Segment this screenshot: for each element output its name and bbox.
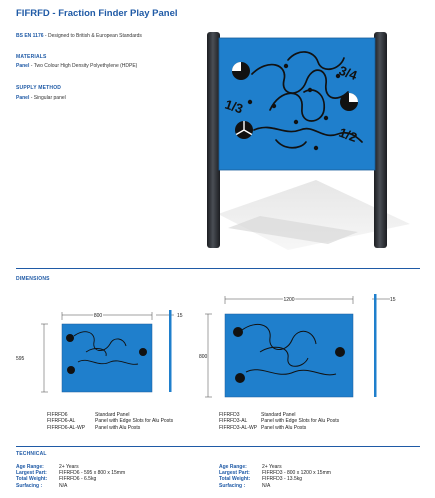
circle-thirds-icon bbox=[235, 121, 253, 139]
code-desc: Panel with Alu Posts bbox=[95, 424, 141, 431]
supply-line bbox=[16, 95, 201, 102]
large-depth-label: 15 bbox=[390, 297, 396, 303]
diagram-small-panel bbox=[14, 306, 194, 400]
code-row bbox=[47, 425, 173, 431]
divider-dimensions bbox=[16, 268, 420, 269]
small-depth-label: 15 bbox=[177, 313, 183, 319]
tech-value-part: FIFRFD3 - 800 x 1200 x 15mm bbox=[262, 470, 331, 477]
codes-left bbox=[47, 412, 173, 431]
right-post bbox=[374, 32, 387, 248]
code-desc: Panel with Edge Slots for Alu Posts bbox=[95, 418, 174, 425]
code-desc: Panel with Alu Posts bbox=[261, 424, 307, 431]
page-title: FIFRFD - Fraction Finder Play Panel bbox=[16, 8, 178, 19]
small-height-label: 595 bbox=[16, 356, 25, 362]
tech-label-weight: Total Weight: bbox=[16, 476, 48, 483]
tech-value-age: 2+ Years bbox=[262, 464, 282, 470]
tech-label-age: Age Range: bbox=[16, 464, 44, 470]
materials-text: - Two Colour High Density Polyethylene (HDPE) bbox=[29, 63, 138, 69]
small-width-label: 800 bbox=[93, 313, 103, 319]
technical-heading: TECHNICAL bbox=[16, 451, 47, 457]
code: FIFRFD3-AL-WP bbox=[219, 424, 258, 431]
codes-right bbox=[219, 412, 339, 431]
tech-label-surfacing: Surfacing : bbox=[219, 482, 246, 489]
tech-label-part: Largest Part: bbox=[16, 470, 47, 477]
supply-text: - Singular panel bbox=[29, 95, 66, 101]
tech-label-weight: Total Weight: bbox=[219, 476, 251, 483]
code: FIFRFD6-AL bbox=[47, 418, 76, 425]
materials-heading: MATERIALS bbox=[16, 54, 47, 60]
code: FIFRFD3 bbox=[219, 412, 240, 418]
tech-value-age: 2+ Years bbox=[59, 464, 79, 470]
tech-value-surfacing: N/A bbox=[59, 482, 68, 489]
tech-value-weight: FIFRFD3 - 13.5kg bbox=[262, 476, 303, 483]
supply-heading: SUPPLY METHOD bbox=[16, 85, 62, 91]
circle-three-quarters-icon bbox=[232, 62, 250, 80]
left-post bbox=[207, 32, 220, 248]
code: FIFRFD6-AL-WP bbox=[47, 424, 86, 431]
label-one-half: 1/2 bbox=[336, 124, 360, 146]
tech-value-weight: FIFRFD6 - 6.5kg bbox=[59, 476, 97, 483]
diagram-large-panel bbox=[200, 290, 420, 405]
large-width-label: 1200 bbox=[283, 297, 295, 303]
tech-value-part: FIFRFD6 - 595 x 800 x 15mm bbox=[59, 470, 126, 477]
code-desc: Panel with Edge Slots for Alu Posts bbox=[261, 418, 340, 425]
label-one-third: 1/3 bbox=[223, 96, 245, 117]
tech-label-part: Largest Part: bbox=[219, 470, 250, 477]
materials-key: Panel bbox=[16, 63, 30, 69]
technical-left bbox=[16, 464, 125, 489]
code: FIFRFD6 bbox=[47, 412, 68, 418]
label-three-quarters: 3/4 bbox=[336, 62, 360, 84]
supply-key: Panel bbox=[16, 95, 30, 101]
code: FIFRFD3-AL bbox=[219, 418, 248, 425]
standard-line bbox=[16, 33, 201, 40]
tech-value-surfacing: N/A bbox=[262, 482, 271, 489]
code-desc: Standard Panel bbox=[261, 412, 296, 418]
code-row bbox=[219, 425, 339, 431]
tech-label-surfacing: Surfacing : bbox=[16, 482, 43, 489]
code-desc: Standard Panel bbox=[95, 412, 130, 418]
standard-code: BS EN 1176 bbox=[16, 33, 44, 39]
materials-line bbox=[16, 63, 201, 70]
dimensions-heading: DIMENSIONS bbox=[16, 276, 50, 282]
product-render bbox=[188, 18, 420, 250]
technical-right bbox=[219, 464, 331, 489]
large-height-label: 800 bbox=[199, 354, 208, 360]
standard-text: - Designed to British & European Standards bbox=[43, 33, 142, 39]
tech-label-age: Age Range: bbox=[219, 464, 247, 470]
divider-technical bbox=[16, 446, 420, 447]
